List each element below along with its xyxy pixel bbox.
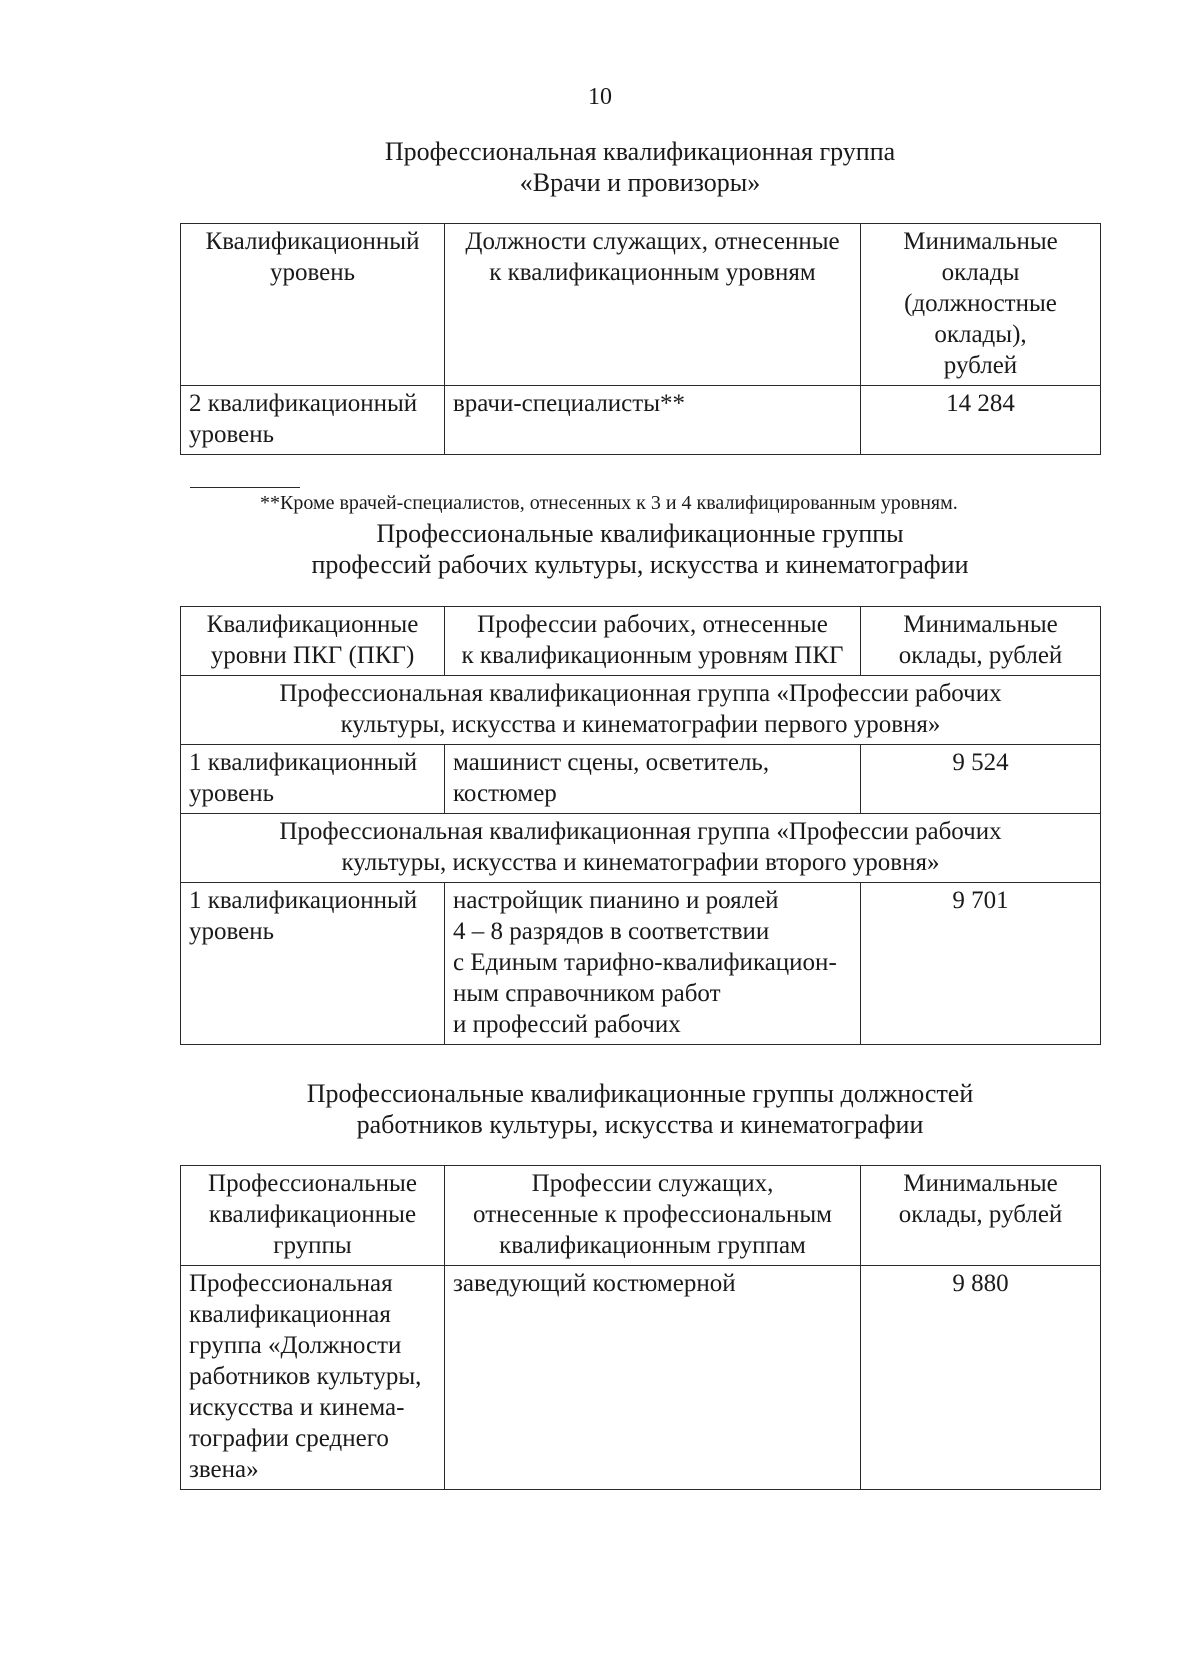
section2-heading <box>180 518 1100 580</box>
table-row <box>181 883 1101 1045</box>
section1-heading <box>180 136 1100 198</box>
heading-line: профессий рабочих культуры, искусства и кинематографии <box>311 550 969 579</box>
page-number: 10 <box>588 84 612 110</box>
doctors-table <box>180 223 1101 455</box>
heading-line: Профессиональная квалификационная группа <box>384 137 896 166</box>
cell-salary: 9 880 <box>861 1266 1101 1490</box>
header-qualification-level: Квалификационный уровень <box>181 224 445 386</box>
header-professions: Профессии рабочих, отнесенные к квалификационным уровням ПКГ <box>445 607 861 676</box>
cell-positions: врачи-специалисты** <box>445 386 861 455</box>
heading-line: Профессиональные квалификационные группы <box>376 519 904 548</box>
cell-group: Профессиональная квалификационная группа «Должности работников культуры, искусства и кинема- тографии среднего звена» <box>181 1266 445 1490</box>
header-qualification-levels: Квалификационные уровни ПКГ (ПКГ) <box>181 607 445 676</box>
group-title-second-level: Профессиональная квалификационная группа «Профессии рабочих культуры, искусства и кинематографии второго уровня» <box>181 814 1101 883</box>
group-title-first-level: Профессиональная квалификационная группа «Профессии рабочих культуры, искусства и кинематографии первого уровня» <box>181 676 1101 745</box>
group-title-row <box>181 814 1101 883</box>
cell-salary: 9 524 <box>861 745 1101 814</box>
cell-level: 1 квалификационный уровень <box>181 745 445 814</box>
cell-level: 1 квалификационный уровень <box>181 883 445 1045</box>
footnote: **Кроме врачей-специалистов, отнесенных к 3 и 4 квалифицированным уровням. <box>260 492 958 514</box>
table-header-row <box>181 607 1101 676</box>
header-positions: Должности служащих, отнесенные к квалификационным уровням <box>445 224 861 386</box>
heading-line: работников культуры, искусства и кинематографии <box>356 1110 924 1139</box>
header-min-salary: Минимальные оклады (должностные оклады), рублей <box>861 224 1101 386</box>
workers-table <box>180 606 1101 1045</box>
section3-heading <box>180 1078 1100 1140</box>
header-professions: Профессии служащих, отнесенные к профессиональным квалификационным группам <box>445 1166 861 1266</box>
heading-line: Профессиональные квалификационные группы должностей <box>306 1079 974 1108</box>
table-row <box>181 386 1101 455</box>
group-title-row <box>181 676 1101 745</box>
employees-table <box>180 1165 1101 1490</box>
heading-line: «Врачи и провизоры» <box>519 168 761 197</box>
cell-salary: 14 284 <box>861 386 1101 455</box>
cell-position: заведующий костюмерной <box>445 1266 861 1490</box>
table-header-row <box>181 1166 1101 1266</box>
cell-salary: 9 701 <box>861 883 1101 1045</box>
cell-professions: машинист сцены, осветитель, костюмер <box>445 745 861 814</box>
header-min-salary: Минимальные оклады, рублей <box>861 1166 1101 1266</box>
table-row <box>181 1266 1101 1490</box>
cell-professions: настройщик пианино и роялей 4 – 8 разрядов в соответствии с Единым тарифно-квалификацион- ным справочником работ и профессий рабочих <box>445 883 861 1045</box>
cell-level: 2 квалификационный уровень <box>181 386 445 455</box>
footnote-divider <box>190 487 300 488</box>
table-row <box>181 745 1101 814</box>
table-header-row <box>181 224 1101 386</box>
header-professional-groups: Профессиональные квалификационные группы <box>181 1166 445 1266</box>
header-min-salary: Минимальные оклады, рублей <box>861 607 1101 676</box>
